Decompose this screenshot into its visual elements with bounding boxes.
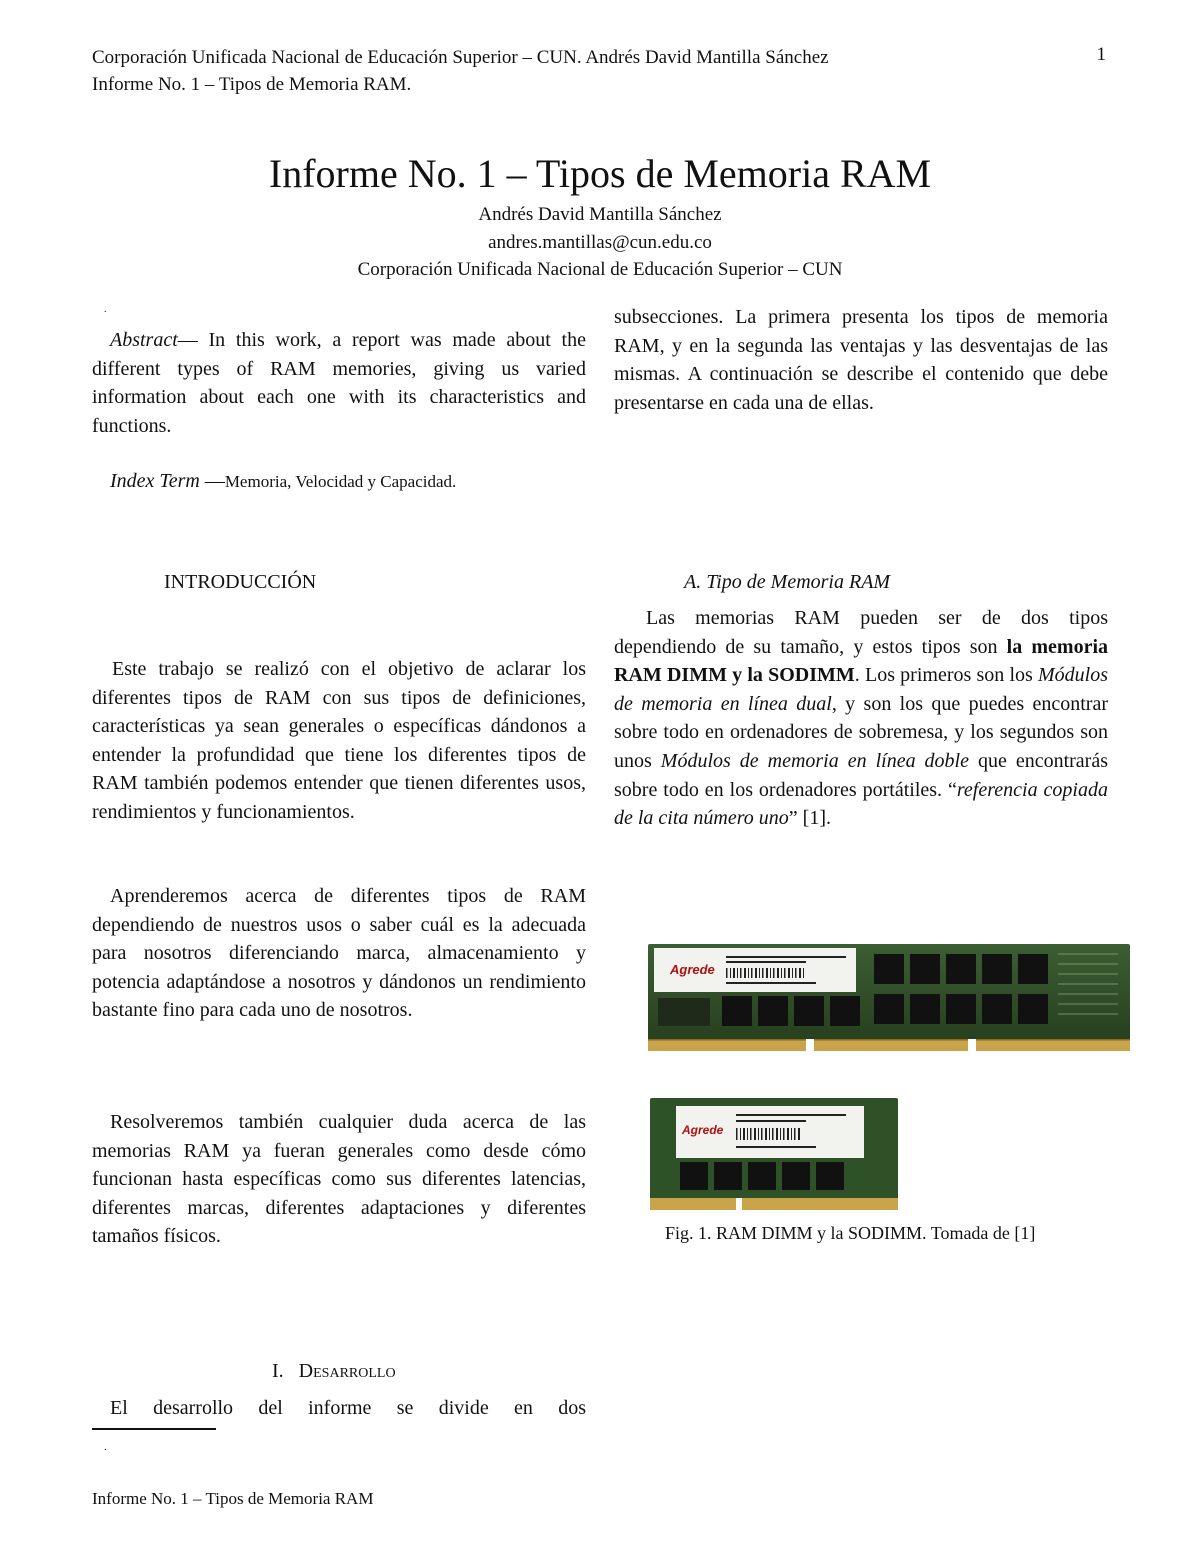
dimm-brand-logo: Agrede [670,962,715,977]
intro-paragraph-2: Aprenderemos acerca de diferentes tipos de RAM dependiendo de nuestros usos o saber cuál es la adecuada para nosotros diferenciando marca, almacenamiento y potencia adaptándose a nosotros y dándonos un rendimiento bastante fino para cada uno de nosotros. [92,885,586,1022]
desarrollo-text-start: El desarrollo del informe se divide en dos [110,1397,586,1419]
sodimm-module-image [650,1098,898,1214]
abstract-paragraph [92,326,586,440]
running-header-line2: Informe No. 1 – Tipos de Memoria RAM. [92,74,412,95]
page-number: 1 [1096,44,1106,65]
section-a-text-5: ” [1]. [788,807,831,830]
running-header-line1: Corporación Unificada Nacional de Educación Superior – CUN. Andrés David Mantilla Sánchez [92,47,829,68]
introduction-heading: INTRODUCCIÓN [164,571,317,593]
section-a-text-2: . Los primeros son los [854,664,1039,687]
section-a-bold: la memoria RAM DIMM y la SODIMM [614,635,1108,687]
author-email: andres.mantillas@cun.edu.co [488,232,712,253]
section-a-paragraph [614,604,1108,833]
author-affiliation: Corporación Unificada Nacional de Educación Superior – CUN [357,259,843,280]
intro-paragraph-1: Este trabajo se realizó con el objetivo de aclarar los diferentes tipos de RAM con sus tipos de definiciones, características ya sean generales o específicas dándonos a entender la profundidad que tiene los diferentes tipos de RAM también podemos entender que tienen diferentes usos, rendimientos y funcionamientos. [92,658,586,823]
page-footer: Informe No. 1 – Tipos de Memoria RAM [92,1489,374,1508]
section-a-heading: A. Tipo de Memoria RAM [684,571,891,593]
abstract-text: In this work, a report was made about the different types of RAM memories, giving us varied information about each one with its characteristics and functions. [92,329,586,437]
intro-paragraph-3: Resolveremos también cualquier duda acerca de las memorias RAM ya fueran generales como desde cómo funcionan hasta específicas como sus diferentes latencias, diferentes marcas, diferentes adaptaciones y diferentes tamaños físicos. [92,1111,586,1248]
section-a-text-3: , y son los que puedes encontrar sobre todo en ordenadores de sobremesa, y los segundos son unos [614,692,1109,772]
abstract-dash: — [177,329,198,351]
section-a-quote: referencia copiada de la cita número uno [614,778,1108,830]
figure-caption: Fig. 1. RAM DIMM y la SODIMM. Tomada de [1] [665,1223,1036,1243]
paper-title: Informe No. 1 – Tipos de Memoria RAM [268,151,932,196]
footnote-dot-mark-2: . [104,1442,107,1453]
footnote-dot-mark: . [104,304,107,315]
sodimm-brand-logo: Agrede [682,1123,724,1137]
desarrollo-heading [272,1360,396,1383]
author-name: Andrés David Mantilla Sánchez [478,204,722,225]
desarrollo-text-continued: subsecciones. La primera presenta los tipos de memoria RAM, y en la segunda las ventajas y las desventajas de las mismas. A continuación se describe el contenido que debe presentarse en cada una de ellas. [614,306,1108,414]
index-terms [92,467,586,497]
desarrollo-title: Desarrollo [298,1360,396,1382]
section-a-italic-2: Módulos de memoria en línea doble [660,749,969,772]
footnote-rule [92,1428,216,1430]
desarrollo-numeral: I. [272,1360,284,1382]
dimm-module-image [648,944,1130,1056]
abstract-label: Abstract [110,329,178,351]
section-a-italic-1: Módulos de memoria en línea dual [614,664,1109,715]
index-terms-dash: — [199,470,225,492]
section-a-text-1: Las memorias RAM pueden ser de dos tipos dependiendo de su tamaño, y estos tipos son [614,607,1108,658]
index-terms-label: Index Term [110,470,200,492]
section-a-text-4: que encontrarás sobre todo en los ordenadores portátiles. “ [614,749,1108,801]
index-terms-text: Memoria, Velocidad y Capacidad. [224,472,457,491]
